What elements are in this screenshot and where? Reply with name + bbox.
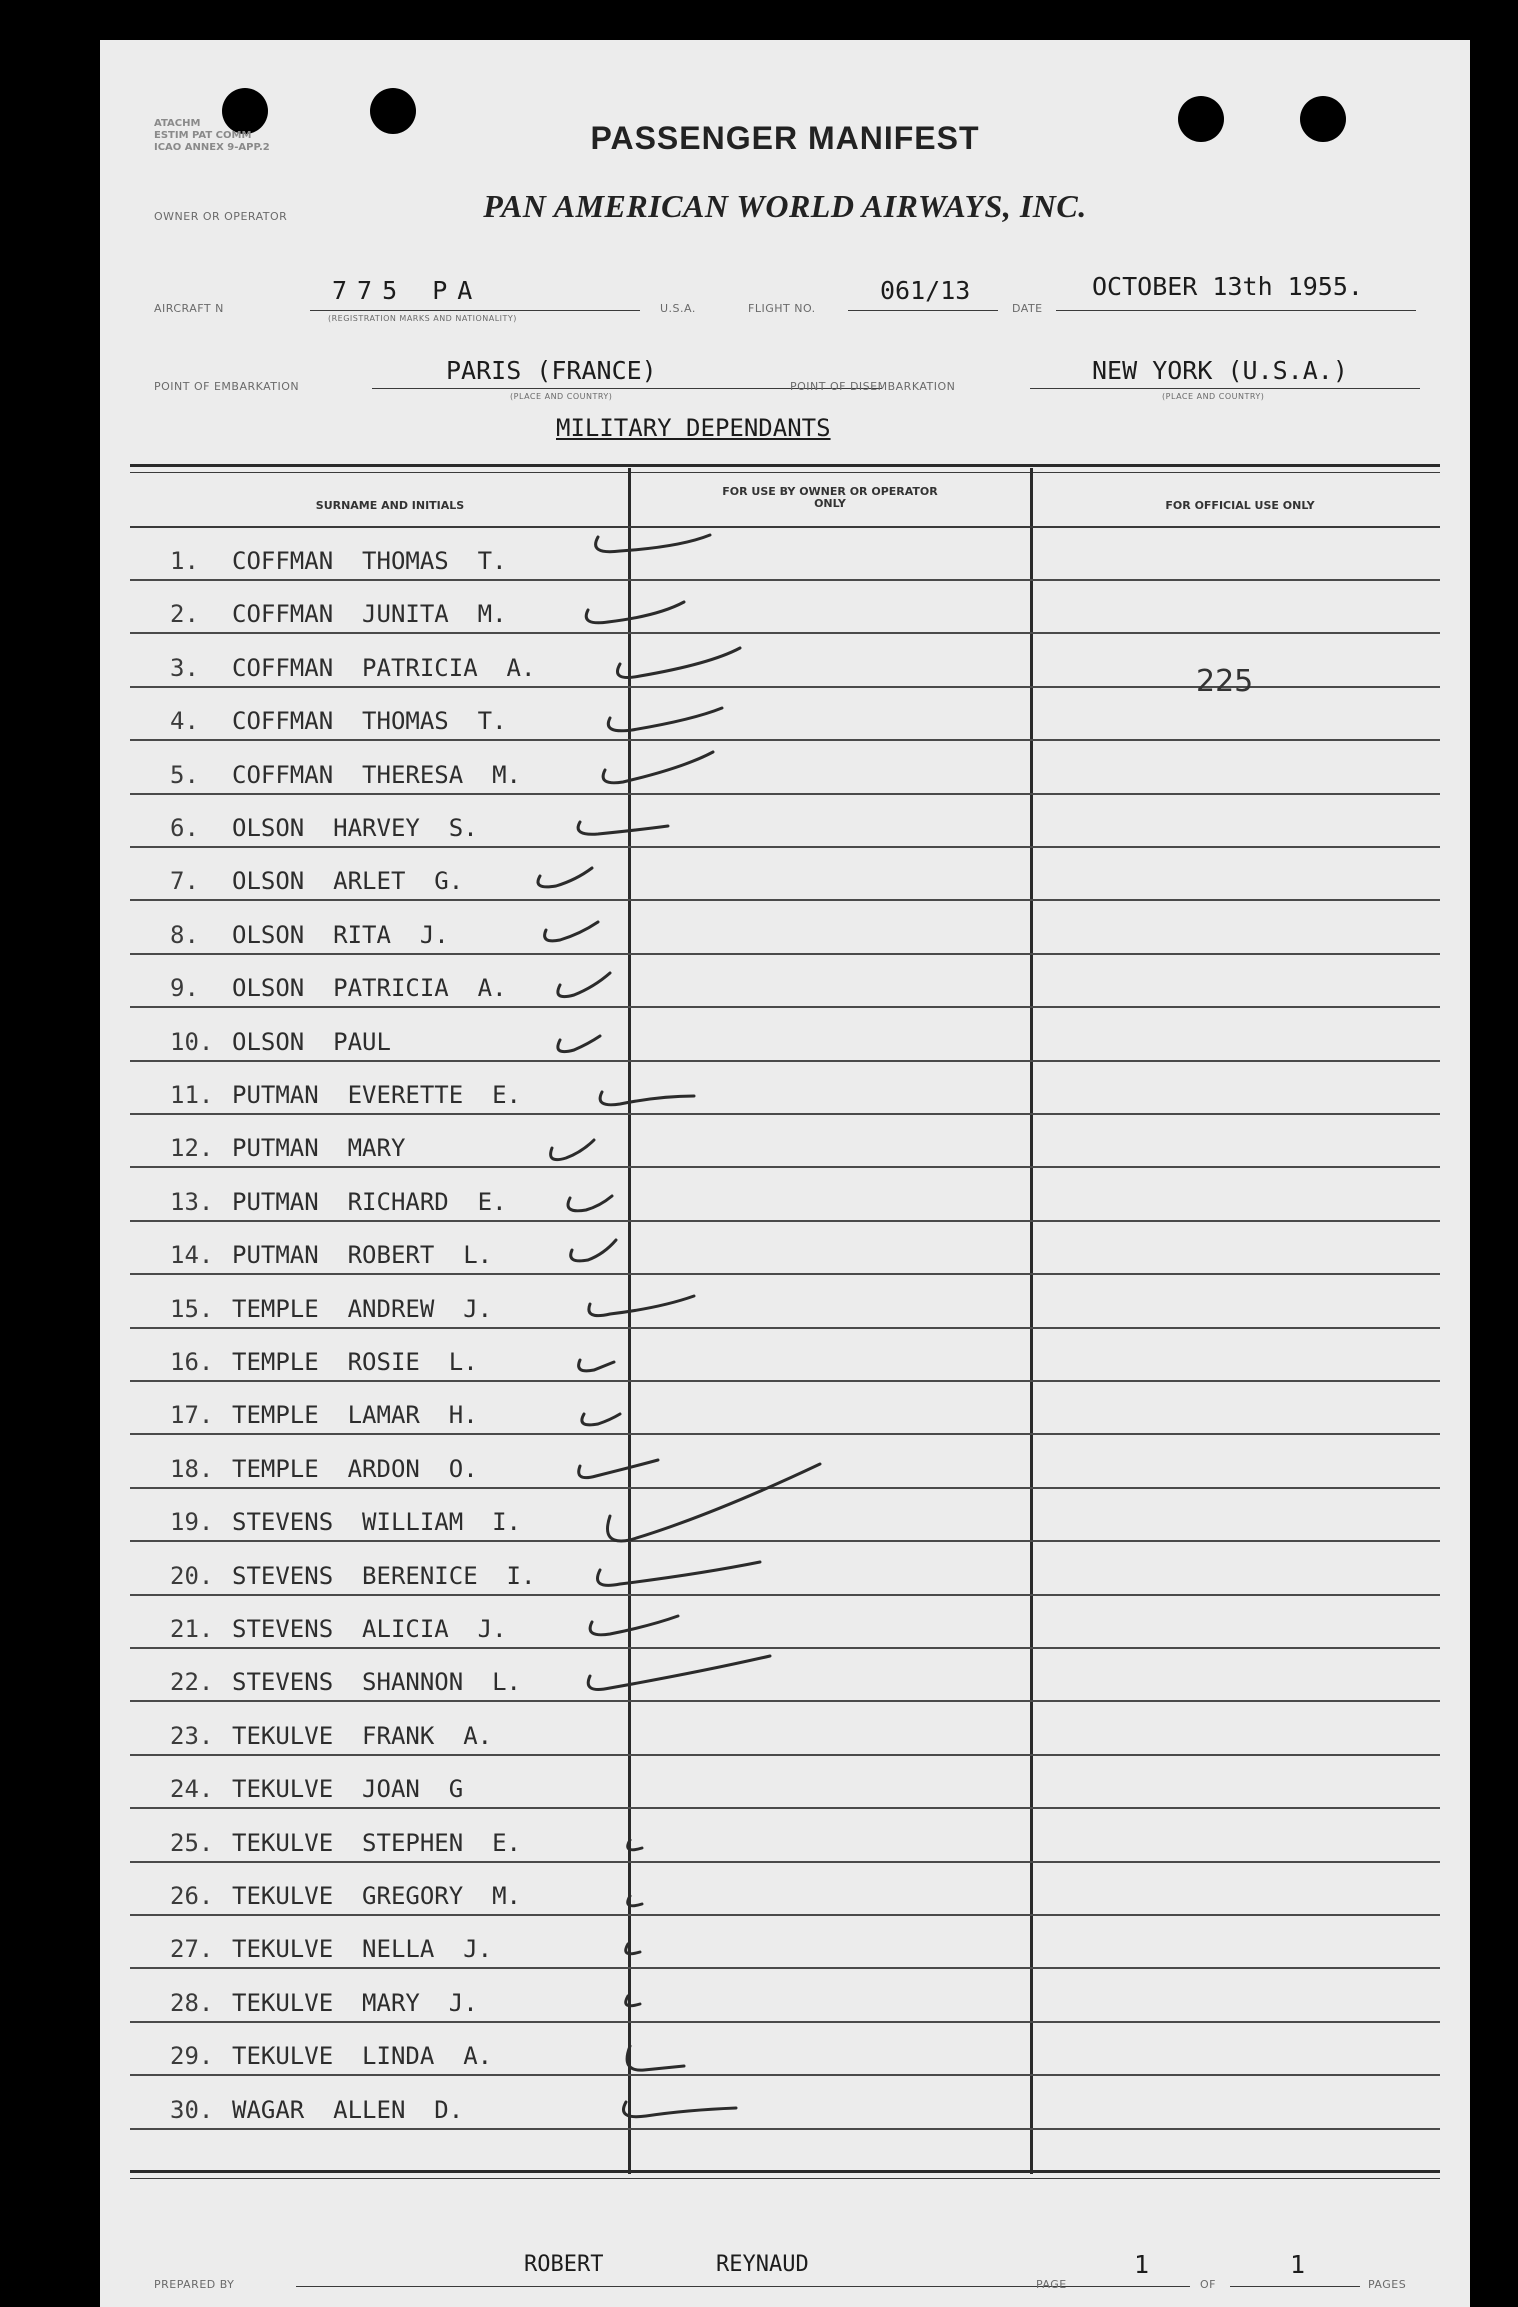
document-title: PASSENGER MANIFEST [590, 120, 980, 156]
pages-number: 1 [1290, 2250, 1306, 2279]
disembarkation-value: NEW YORK (U.S.A.) [1092, 356, 1348, 385]
check-mark [626, 1996, 640, 2006]
check-mark [596, 535, 710, 552]
official-column-header: FOR OFFICIAL USE ONLY [1165, 499, 1315, 512]
passenger-name: COFFMAN THERESA M. [232, 760, 521, 789]
check-marks [100, 40, 1470, 2240]
passenger-name: TEKULVE NELLA J. [232, 1935, 493, 1964]
passenger-number: 19. [170, 1508, 214, 1537]
passenger-name: OLSON RITA J. [232, 920, 449, 949]
passenger-number: 29. [170, 2042, 214, 2071]
check-mark [568, 1196, 612, 1211]
check-mark [600, 1092, 694, 1105]
passenger-number: 28. [170, 1988, 214, 2017]
passenger-number: 15. [170, 1294, 214, 1323]
prepared-by-first: ROBERT [524, 2252, 604, 2277]
check-mark [578, 822, 668, 834]
disembarkation-caption: (PLACE AND COUNTRY) [1162, 392, 1265, 401]
passenger-name: TEKULVE MARY J. [232, 1988, 478, 2017]
passenger-name: TEMPLE ROSIE L. [232, 1348, 478, 1376]
check-mark [551, 1140, 594, 1160]
prepared-by-last: REYNAUD [716, 2252, 809, 2277]
passenger-name: PUTMAN MARY [232, 1134, 406, 1163]
passenger-number: 5. [170, 760, 199, 789]
check-mark [598, 1562, 761, 1585]
flight-value: 061/13 [880, 276, 971, 305]
passenger-name: STEVENS WILLIAM I. [232, 1508, 521, 1537]
passenger-number: 12. [170, 1134, 214, 1163]
usa-label: U.S.A. [660, 302, 696, 315]
check-mark [618, 648, 741, 678]
passenger-number: 27. [170, 1935, 214, 1964]
passenger-name: PUTMAN RICHARD E. [232, 1187, 507, 1216]
passenger-number: 26. [170, 1882, 214, 1910]
check-mark [558, 973, 610, 997]
owner-column-header: FOR USE BY OWNER OR OPERATOR ONLY [722, 485, 938, 510]
check-mark [608, 708, 722, 731]
disembarkation-label: POINT OF DISEMBARKATION [790, 380, 956, 393]
check-mark [571, 1240, 616, 1261]
passenger-name: STEVENS BERENICE I. [232, 1561, 536, 1590]
passenger-number: 16. [170, 1348, 214, 1376]
passenger-number: 1. [170, 547, 199, 575]
passenger-number: 17. [170, 1401, 214, 1430]
check-mark [608, 1464, 821, 1541]
page-label: PAGE [1036, 2278, 1067, 2291]
passenger-name: OLSON PATRICIA A. [232, 974, 507, 1003]
registration-caption: (REGISTRATION MARKS AND NATIONALITY) [328, 314, 517, 323]
passenger-number: 3. [170, 653, 199, 682]
date-label: DATE [1012, 302, 1043, 315]
aircraft-value: 775 PA [332, 276, 483, 305]
stamp-line: ICAO ANNEX 9-APP.2 [154, 142, 270, 153]
passenger-number: 10. [170, 1027, 214, 1056]
passenger-number: 22. [170, 1668, 214, 1697]
passenger-number: 7. [170, 867, 199, 896]
passenger-number: 8. [170, 920, 199, 949]
passenger-number: 11. [170, 1081, 214, 1109]
table-bottom-rule-2 [130, 2178, 1440, 2179]
check-mark [579, 1460, 658, 1478]
check-mark [628, 1896, 642, 1906]
surname-column-header: SURNAME AND INITIALS [315, 499, 465, 512]
passenger-number: 4. [170, 707, 199, 736]
passenger-number: 30. [170, 2095, 214, 2124]
passenger-number: 23. [170, 1721, 214, 1750]
passenger-number: 18. [170, 1454, 214, 1483]
pages-underline [1230, 2286, 1360, 2287]
of-label: OF [1200, 2278, 1216, 2291]
check-mark [626, 1944, 640, 1954]
date-value: OCTOBER 13th 1955. [1092, 272, 1363, 301]
passenger-name: TEMPLE ARDON O. [232, 1454, 478, 1483]
passenger-name: TEKULVE FRANK A. [232, 1721, 493, 1750]
passenger-name: COFFMAN PATRICIA A. [232, 653, 536, 682]
passenger-number: 20. [170, 1561, 214, 1590]
check-mark [538, 868, 592, 887]
passenger-name: COFFMAN JUNITA M. [232, 600, 507, 629]
flight-label: FLIGHT NO. [748, 302, 816, 315]
passenger-name: TEKULVE GREGORY M. [232, 1882, 521, 1910]
passenger-number: 25. [170, 1828, 214, 1857]
check-mark [582, 1414, 620, 1425]
check-mark [624, 2102, 737, 2117]
passenger-name: STEVENS SHANNON L. [232, 1668, 521, 1697]
embarkation-caption: (PLACE AND COUNTRY) [510, 392, 613, 401]
embarkation-value: PARIS (FRANCE) [446, 356, 657, 385]
passenger-name: PUTMAN ROBERT L. [232, 1241, 493, 1270]
passenger-name: TEKULVE STEPHEN E. [232, 1828, 521, 1857]
page-underline [1080, 2286, 1190, 2287]
passenger-name: COFFMAN THOMAS T. [232, 707, 507, 736]
passenger-number: 9. [170, 974, 199, 1003]
passenger-name: TEMPLE LAMAR H. [232, 1401, 478, 1430]
passenger-name: TEKULVE JOAN G [232, 1775, 464, 1804]
passenger-name: OLSON PAUL [232, 1027, 391, 1056]
check-mark [545, 922, 598, 941]
passenger-number: 13. [170, 1187, 214, 1216]
manifest-page [100, 40, 1470, 2307]
page-number: 1 [1134, 2250, 1150, 2279]
check-mark [558, 1036, 600, 1052]
passenger-name: TEKULVE LINDA A. [232, 2042, 493, 2071]
official-note: 225 [1196, 664, 1254, 699]
passenger-name: TEMPLE ANDREW J. [232, 1294, 493, 1323]
passenger-number: 2. [170, 600, 199, 629]
check-mark [586, 602, 684, 623]
prepared-by-underline [296, 2286, 1126, 2287]
passenger-name: OLSON HARVEY S. [232, 814, 478, 842]
prepared-by-label: PREPARED BY [154, 2278, 235, 2291]
check-mark [579, 1360, 614, 1371]
stamp-line: ATACHM [154, 118, 201, 129]
stamp-line: ESTIM PAT COMM [154, 130, 252, 141]
passenger-number: 21. [170, 1615, 214, 1643]
passenger-number: 14. [170, 1241, 214, 1270]
pages-label: PAGES [1368, 2278, 1407, 2291]
passenger-category: MILITARY DEPENDANTS [556, 414, 831, 442]
operator-name: PAN AMERICAN WORLD AIRWAYS, INC. [483, 188, 1087, 224]
passenger-number: 6. [170, 814, 199, 842]
check-mark [588, 1656, 770, 1690]
passenger-name: OLSON ARLET G. [232, 867, 464, 896]
check-mark [628, 1840, 642, 1850]
passenger-number: 24. [170, 1775, 214, 1804]
check-mark [589, 1296, 694, 1316]
passenger-name: WAGAR ALLEN D. [232, 2095, 464, 2124]
check-mark [590, 1616, 678, 1635]
passenger-name: COFFMAN THOMAS T. [232, 547, 507, 575]
passenger-name: STEVENS ALICIA J. [232, 1615, 507, 1643]
check-mark [603, 752, 713, 783]
embarkation-label: POINT OF EMBARKATION [154, 380, 300, 393]
passenger-name: PUTMAN EVERETTE E. [232, 1081, 521, 1109]
aircraft-label: AIRCRAFT N [154, 302, 224, 315]
check-mark [627, 2046, 684, 2070]
owner-label: OWNER OR OPERATOR [154, 210, 288, 223]
table-bottom-rule [130, 2170, 1440, 2173]
